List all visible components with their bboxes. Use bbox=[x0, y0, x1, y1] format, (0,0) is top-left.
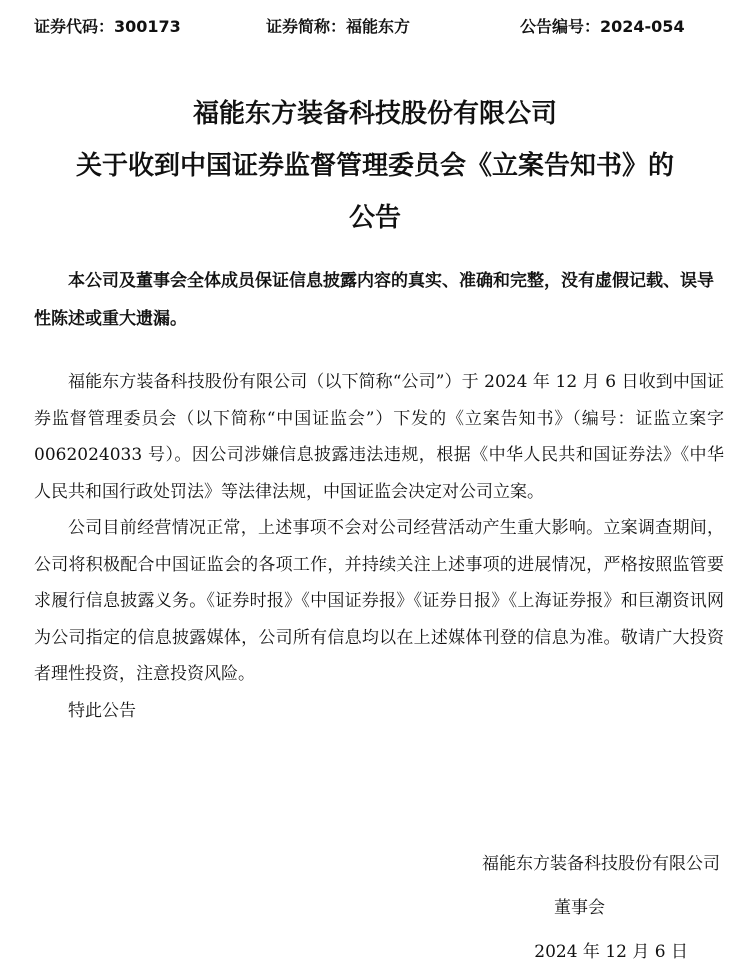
paragraph-closing: 特此公告 bbox=[68, 700, 136, 721]
board-statement: 本公司及董事会全体成员保证信息披露内容的真实、准确和完整，没有虚假记载、误导性陈述或重大遗漏。 bbox=[34, 271, 714, 329]
paragraph-filing-notice: 福能东方装备科技股份有限公司（以下简称“公司”）于 2024 年 12 月 6 日收到中国证券监督管理委员会（以下简称“中国证监会”）下发的《立案告知书》（编号：证监立案字 0062024033 号）。因公司涉嫌信息披露违法违规，根据《中华人民共和国证券法》《中华人民共和国行政处罚法》等法律法规，中国证监会决定对公司立案。 bbox=[34, 372, 724, 502]
title-line-notice: 公告 bbox=[348, 203, 401, 233]
document-header bbox=[34, 14, 724, 42]
paragraph-operations: 公司目前经营情况正常，上述事项不会对公司经营活动产生重大影响。立案调查期间，公司将积极配合中国证监会的各项工作，并持续关注上述事项的进展情况，严格按照监管要求履行信息披露义务。《证券时报》《中国证券报》《证券日报》《上海证券报》和巨潮资讯网为公司指定的信息披露媒体，公司所有信息均以在上述媒体刊登的信息为准。敬请广大投资者理性投资，注意投资风险。 bbox=[34, 518, 724, 684]
signature-board: 董事会 bbox=[554, 898, 605, 918]
stock-abbreviation: 证券简称：福能东方 bbox=[266, 17, 411, 36]
title-line-subject: 关于收到中国证券监督管理委员会《立案告知书》的 bbox=[75, 151, 674, 181]
notice-number: 公告编号：2024-054 bbox=[520, 17, 685, 36]
stock-code: 证券代码：300173 bbox=[34, 17, 181, 36]
document-title bbox=[0, 88, 750, 244]
signature-company: 福能东方装备科技股份有限公司 bbox=[482, 854, 720, 874]
signature-date: 2024 年 12 月 6 日 bbox=[534, 942, 688, 962]
title-line-company: 福能东方装备科技股份有限公司 bbox=[192, 99, 557, 129]
document-body bbox=[34, 364, 724, 729]
